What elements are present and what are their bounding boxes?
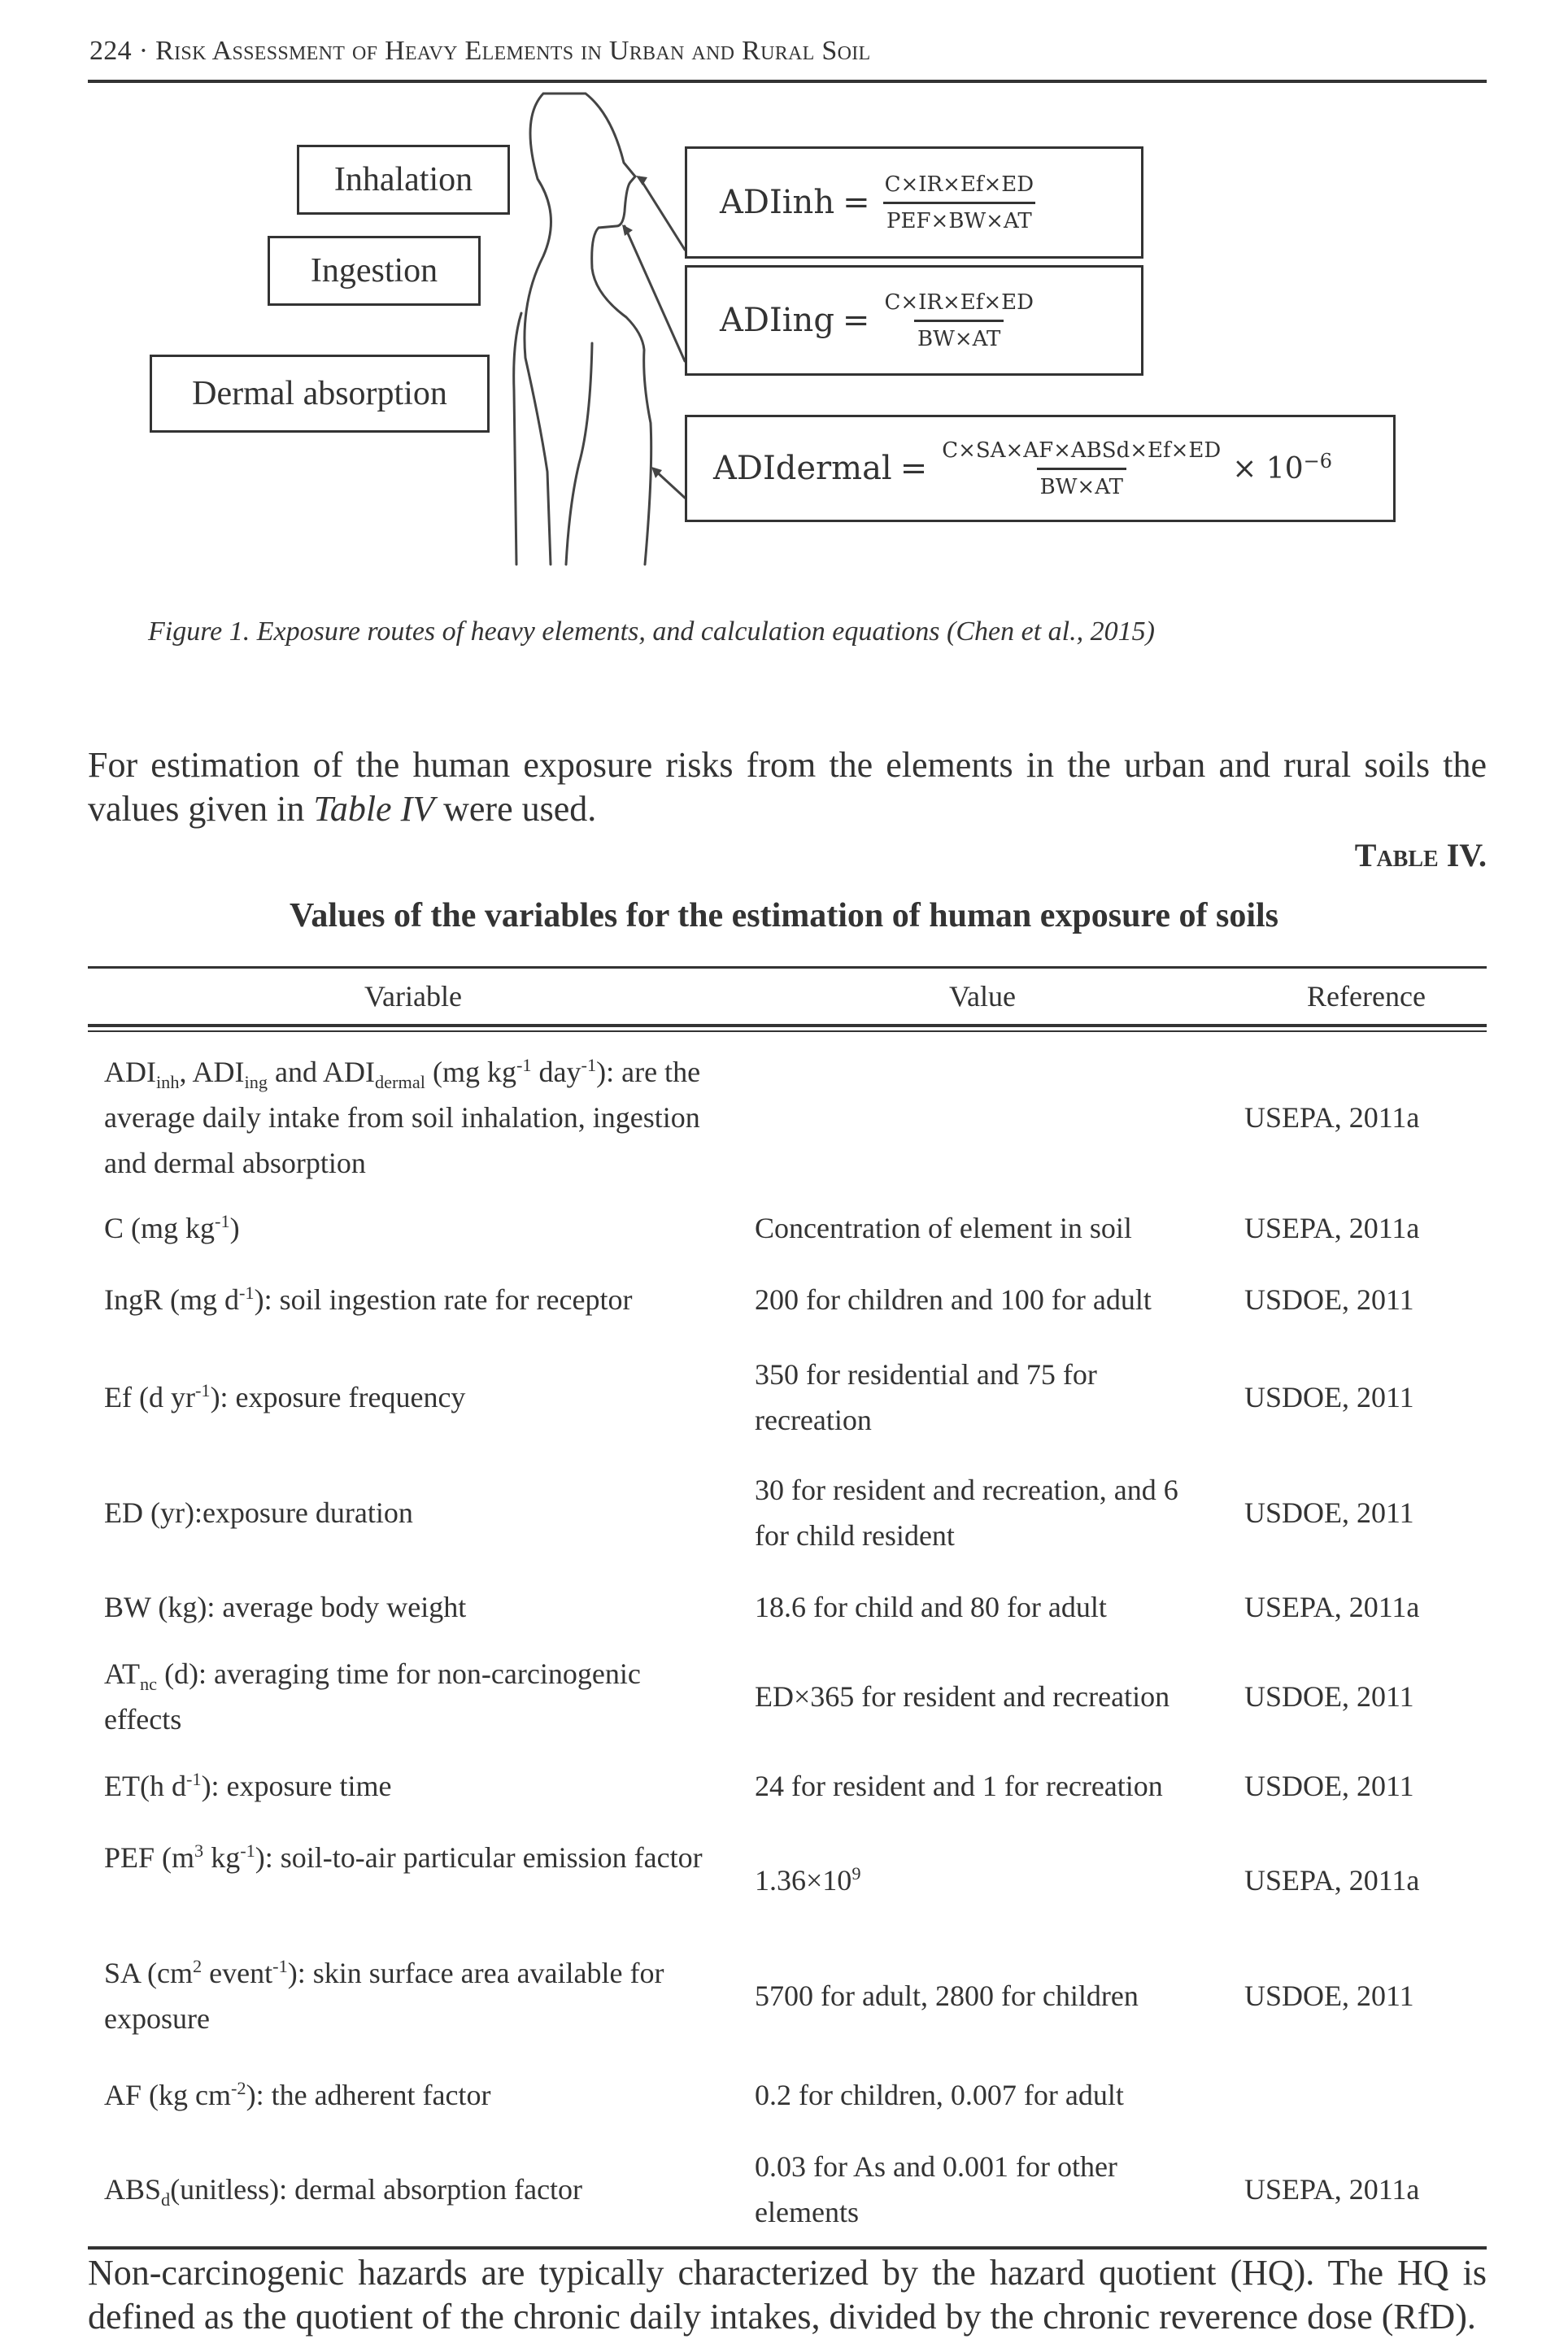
- equation-multiplier-base: × 10: [1232, 451, 1304, 486]
- equation-lhs: ADIdermal: [713, 450, 892, 487]
- equation-denominator: BW×AT: [1037, 468, 1126, 499]
- equation-denominator: PEF×BW×AT: [883, 202, 1035, 233]
- table-row-ingr-value: 200 for children and 100 for adult: [755, 1283, 1152, 1316]
- text: kg: [203, 1841, 241, 1874]
- equation-multiplier-exponent: −6: [1303, 449, 1333, 473]
- subscript: dermal: [375, 1072, 425, 1093]
- equation-numerator: C×SA×AF×ABSd×Ef×ED: [942, 438, 1222, 463]
- table-row-bw-value: 18.6 for child and 80 for adult: [755, 1591, 1107, 1623]
- table-row-et-reference: USDOE, 2011: [1244, 1770, 1414, 1802]
- table-row-absd-value: 0.03 for As and 0.001 for other elements: [755, 2150, 1117, 2228]
- table-row-ed-variable: [104, 1490, 722, 1535]
- text: ): exposure time: [201, 1770, 392, 1802]
- text: and ADI: [268, 1056, 375, 1088]
- route-box-dermal: [150, 355, 490, 433]
- text: , ADI: [179, 1056, 245, 1088]
- equation-multiplier: [1232, 449, 1333, 486]
- table-row-ed-reference: USDOE, 2011: [1244, 1496, 1414, 1529]
- equation-fraction: [939, 438, 1224, 499]
- table-row-bw-variable: [104, 1584, 722, 1630]
- table-row-ingr-reference: USDOE, 2011: [1244, 1283, 1414, 1316]
- equation-box-dermal: [685, 415, 1396, 522]
- text: ): exposure frequency: [210, 1381, 466, 1413]
- paragraph-text: were used.: [434, 789, 597, 829]
- superscript: -2: [231, 2078, 246, 2098]
- column-header-variable: Variable: [364, 980, 462, 1013]
- subscript: nc: [140, 1674, 158, 1695]
- superscript: -1: [516, 1055, 532, 1075]
- column-header-value: Value: [949, 980, 1016, 1013]
- equation-box-inhalation: [685, 146, 1143, 259]
- body-paragraph-2: Non-carcinogenic hazards are typically characterized by the hazard quotient (HQ). The HQ is defined as the quotient of the chronic daily intakes, divided by the chronic reverence dose (RfD).: [88, 2253, 1487, 2337]
- table-row-sa-reference: USDOE, 2011: [1244, 1980, 1414, 2012]
- equation-lhs: ADIinh: [720, 184, 835, 221]
- text: ): the adherent factor: [246, 2079, 491, 2111]
- text: SA (cm: [104, 1957, 194, 1989]
- text: ): [229, 1212, 240, 1244]
- text: IngR (mg d: [104, 1283, 239, 1316]
- page-number: 224: [89, 36, 132, 66]
- table-row-ingr-variable: [104, 1277, 722, 1322]
- superscript: -1: [215, 1211, 230, 1231]
- table-row-adi-reference: USEPA, 2011a: [1244, 1101, 1420, 1134]
- text: ADI: [104, 1056, 156, 1088]
- superscript: -1: [239, 1283, 255, 1303]
- table-top-rule: [88, 966, 1487, 969]
- table-title: Values of the variables for the estimation of human exposure of soils: [289, 897, 1279, 934]
- table-row-adi-variable: [104, 1049, 722, 1186]
- equation-equals: =: [899, 450, 928, 487]
- table-bottom-rule: [88, 2246, 1487, 2250]
- paragraph-text: For estimation of the human exposure risks from the elements in the urban and rural soils the values given in: [88, 745, 1487, 829]
- table-row-c-value: Concentration of element in soil: [755, 1212, 1132, 1244]
- text: AT: [104, 1657, 140, 1690]
- superscript: -1: [272, 1956, 288, 1976]
- text: day: [531, 1056, 581, 1088]
- equation-equals: =: [843, 184, 870, 221]
- route-label: Inhalation: [333, 161, 473, 198]
- route-box-inhalation: [297, 145, 510, 215]
- table-row-sa-variable: [104, 1950, 738, 2041]
- superscript: -1: [185, 1769, 202, 1789]
- equation-denominator: BW×AT: [914, 320, 1004, 351]
- table-row-atnc-value: ED×365 for resident and recreation: [755, 1680, 1170, 1713]
- text: BW (kg): average body weight: [104, 1591, 467, 1623]
- equation-numerator: C×IR×Ef×ED: [884, 172, 1034, 197]
- equation-fraction: [881, 290, 1037, 351]
- table-row-absd-reference: USEPA, 2011a: [1244, 2173, 1420, 2206]
- table-row-ed-value: 30 for resident and recreation, and 6 for child resident: [755, 1474, 1178, 1552]
- text: ABS: [104, 2173, 162, 2206]
- running-header: [89, 36, 871, 67]
- text: PEF (m: [104, 1841, 195, 1874]
- text: ED (yr):exposure duration: [104, 1496, 413, 1529]
- table-row-af-value: 0.2 for children, 0.007 for adult: [755, 2079, 1124, 2111]
- text: ): soil-to-air particular emission factor: [255, 1841, 703, 1874]
- equation-numerator: C×IR×Ef×ED: [884, 290, 1034, 315]
- body-paragraph-1: [88, 743, 1487, 831]
- table-row-bw-reference: USEPA, 2011a: [1244, 1591, 1420, 1623]
- text: ET(h d: [104, 1770, 186, 1802]
- equation-box-ingestion: [685, 265, 1143, 376]
- superscript: 9: [852, 1863, 861, 1884]
- table-row-ef-reference: USDOE, 2011: [1244, 1381, 1414, 1413]
- text: Ef (d yr: [104, 1381, 195, 1413]
- figure-exposure-routes: [0, 81, 1568, 569]
- table-row-absd-variable: [104, 2167, 722, 2212]
- table-row-ef-variable: [104, 1374, 722, 1420]
- table-row-c-reference: USEPA, 2011a: [1244, 1212, 1420, 1244]
- table-row-et-value: 24 for resident and 1 for recreation: [755, 1770, 1163, 1802]
- table-row-af-variable: [104, 2072, 722, 2118]
- table-row-et-variable: [104, 1763, 722, 1809]
- subscript: ing: [244, 1072, 268, 1093]
- header-rule-thick: [88, 1024, 1487, 1027]
- text: 1.36×10: [755, 1864, 852, 1897]
- table-row-pef-reference: USEPA, 2011a: [1244, 1864, 1420, 1897]
- table-label: Table IV.: [1354, 837, 1487, 873]
- superscript: 3: [194, 1840, 204, 1861]
- superscript: -1: [581, 1055, 597, 1075]
- subscript: inh: [155, 1072, 180, 1093]
- text: C (mg kg: [104, 1212, 216, 1244]
- superscript: -1: [240, 1840, 255, 1861]
- route-box-ingestion: [268, 236, 481, 306]
- text: ): soil ingestion rate for receptor: [254, 1283, 633, 1316]
- running-title: Risk Assessment of Heavy Elements in Urban and Rural Soil: [155, 36, 871, 66]
- table-row-atnc-reference: USDOE, 2011: [1244, 1680, 1414, 1713]
- route-label: Dermal absorption: [192, 375, 447, 412]
- table-row-pef-variable: [104, 1835, 706, 1880]
- text: ): skin surface area available for exposure: [104, 1957, 664, 2035]
- text: (unitless): dermal absorption factor: [170, 2173, 583, 2206]
- equation-equals: =: [842, 302, 870, 339]
- table-reference-link: Table IV: [313, 789, 435, 829]
- figure-caption: Figure 1. Exposure routes of heavy elements, and calculation equations (Chen et al., 2015): [148, 616, 1155, 647]
- equation-lhs: ADIing: [720, 302, 834, 339]
- subscript: d: [161, 2189, 171, 2210]
- table-row-ef-value: 350 for residential and 75 for recreation: [755, 1358, 1097, 1436]
- equation-fraction: [882, 172, 1038, 233]
- header-separator: ·: [138, 36, 149, 66]
- text: event: [202, 1957, 273, 1989]
- superscript: 2: [193, 1956, 203, 1976]
- column-header-reference: Reference: [1307, 980, 1426, 1013]
- route-label: Ingestion: [310, 252, 438, 290]
- text: (mg kg: [425, 1056, 516, 1088]
- table-row-atnc-variable: [104, 1651, 706, 1742]
- text: ): are the average daily intake from soil inhalation, ingestion and dermal absorption: [104, 1056, 701, 1179]
- table-row-c-variable: [104, 1205, 722, 1251]
- text: (d): averaging time for non-carcinogenic effects: [104, 1657, 641, 1736]
- text: AF (kg cm: [104, 2079, 231, 2111]
- table-row-pef-value: [755, 1858, 1210, 1903]
- table-row-sa-value: 5700 for adult, 2800 for children: [755, 1980, 1139, 2012]
- header-rule-thin: [88, 1030, 1487, 1032]
- superscript: -1: [194, 1380, 211, 1400]
